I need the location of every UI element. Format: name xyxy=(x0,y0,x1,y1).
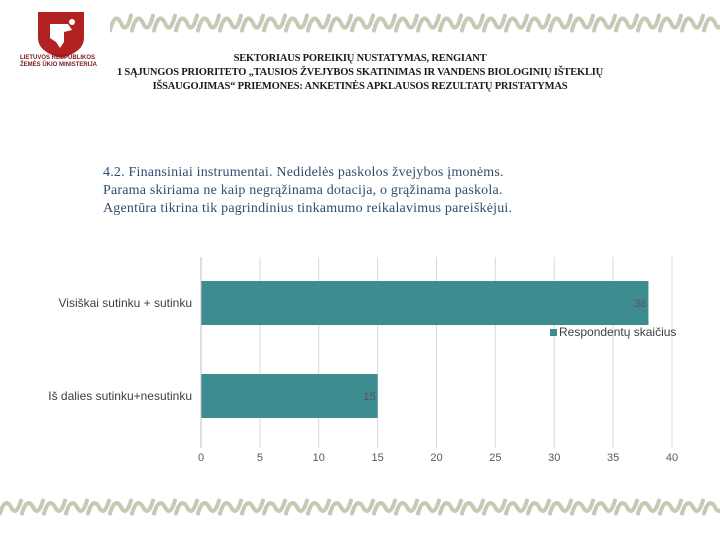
ornament-swirl xyxy=(308,501,329,514)
header-line3: IŠSAUGOJIMAS“ PRIEMONES: ANKETINĖS APKLAUSOS REZULTATŲ PRISTATYMAS xyxy=(152,81,568,92)
x-tick-label: 15 xyxy=(371,452,384,464)
ornament-swirl xyxy=(110,16,131,31)
ornament-swirl xyxy=(308,16,329,31)
bar xyxy=(201,374,378,418)
ornament-swirl xyxy=(572,16,593,31)
x-tick-label: 35 xyxy=(607,452,620,464)
ornament-swirl xyxy=(594,16,615,31)
x-tick-label: 25 xyxy=(489,452,502,464)
logo-caption-line1: LIETUVOS RESPUBLIKOS xyxy=(20,55,96,61)
ornament-swirl xyxy=(572,501,593,514)
ornament-swirl xyxy=(132,16,153,31)
ornament-swirl xyxy=(44,501,65,514)
ornament-swirl xyxy=(506,501,527,514)
bar xyxy=(201,281,648,325)
x-tick-label: 5 xyxy=(256,452,263,464)
ornament-swirl xyxy=(88,501,109,514)
ornament-swirl xyxy=(616,501,637,514)
ornament-swirl xyxy=(462,16,483,31)
ornament-swirl xyxy=(682,16,703,31)
ornament-swirl xyxy=(660,16,681,31)
ornament-swirl xyxy=(176,501,197,514)
x-tick-label: 20 xyxy=(430,452,443,464)
ornament-swirl xyxy=(704,16,720,31)
ornament-swirl xyxy=(638,16,659,31)
ornament-swirl xyxy=(484,501,505,514)
ornament-swirl xyxy=(242,16,263,31)
knight-head-icon xyxy=(69,19,75,25)
ornament-pattern-bottom xyxy=(0,501,720,514)
ornament-swirl xyxy=(462,501,483,514)
category-label: Visiškai sutinku + sutinku xyxy=(58,296,192,310)
logo-caption-line2: ŽEMĖS ŪKIO MINISTERIJA xyxy=(20,62,98,68)
data-label: 15 xyxy=(363,391,376,403)
ornament-swirl xyxy=(704,501,720,514)
category-label: Iš dalies sutinku+nesutinku xyxy=(48,389,192,403)
ornament-swirl xyxy=(396,501,417,514)
ornament-swirl xyxy=(220,501,241,514)
question-line2: Parama skiriama ne kaip negrąžinama dotacija, o grąžinama paskola. xyxy=(103,183,503,198)
ornament-swirl xyxy=(418,16,439,31)
bar-chart xyxy=(0,240,720,480)
ornament-swirl xyxy=(264,501,285,514)
x-tick-label: 0 xyxy=(197,452,205,464)
ornament-swirl xyxy=(550,16,571,31)
ornament-swirl xyxy=(154,16,175,31)
ornament-swirl xyxy=(176,16,197,31)
ornament-swirl xyxy=(374,501,395,514)
ornament-swirl xyxy=(330,501,351,514)
legend-swatch xyxy=(550,329,557,336)
ornament-swirl xyxy=(198,16,219,31)
ornament-swirl xyxy=(594,501,615,514)
ornament-swirl xyxy=(440,501,461,514)
ornament-swirl xyxy=(638,501,659,514)
ornament-swirl xyxy=(528,501,549,514)
legend-label: Respondentų skaičius xyxy=(559,325,677,339)
header-line2: 1 SĄJUNGOS PRIORITETO „TAUSIOS ŽVEJYBOS SKATINIMAS IR VANDENS BIOLOGINIŲ IŠTEKLIŲ xyxy=(116,67,604,78)
ornament-swirl xyxy=(396,16,417,31)
ornament-swirl xyxy=(198,501,219,514)
ornament-swirl xyxy=(22,501,43,514)
ornament-swirl xyxy=(132,501,153,514)
ornament-swirl xyxy=(0,501,21,514)
ornament-swirl xyxy=(528,16,549,31)
ornament-swirl xyxy=(550,501,571,514)
x-tick-label: 30 xyxy=(548,452,561,464)
ornament-swirl xyxy=(154,501,175,514)
ornament-swirl xyxy=(682,501,703,514)
survey-question xyxy=(103,164,663,218)
question-line1: 4.2. Finansiniai instrumentai. Nedidelės paskolos žvejybos įmonėms. xyxy=(103,165,504,180)
x-tick-label: 40 xyxy=(665,452,679,464)
ornament-swirl xyxy=(352,501,373,514)
ornament-bottom xyxy=(0,494,720,520)
presentation-header xyxy=(40,52,680,94)
ornament-swirl xyxy=(506,16,527,31)
ornament-swirl xyxy=(66,501,87,514)
ornament-swirl xyxy=(440,16,461,31)
header-line1: SEKTORIAUS POREIKIŲ NUSTATYMAS, RENGIANT xyxy=(233,53,487,64)
ornament-pattern-top xyxy=(110,16,720,31)
ornament-swirl xyxy=(286,501,307,514)
ornament-swirl xyxy=(242,501,263,514)
ornament-swirl xyxy=(330,16,351,31)
ornament-swirl xyxy=(616,16,637,31)
ornament-swirl xyxy=(110,501,131,514)
ornament-swirl xyxy=(418,501,439,514)
ornament-swirl xyxy=(660,501,681,514)
ornament-swirl xyxy=(220,16,241,31)
ornament-swirl xyxy=(264,16,285,31)
ornament-swirl xyxy=(484,16,505,31)
ornament-swirl xyxy=(374,16,395,31)
ornament-swirl xyxy=(352,16,373,31)
question-line3: Agentūra tikrina tik pagrindinius tinkamumo reikalavimus pareiškėjui. xyxy=(103,201,513,216)
ornament-swirl xyxy=(286,16,307,31)
ornament-top xyxy=(110,8,720,38)
x-tick-label: 10 xyxy=(312,452,325,464)
data-label: 38 xyxy=(634,298,647,310)
